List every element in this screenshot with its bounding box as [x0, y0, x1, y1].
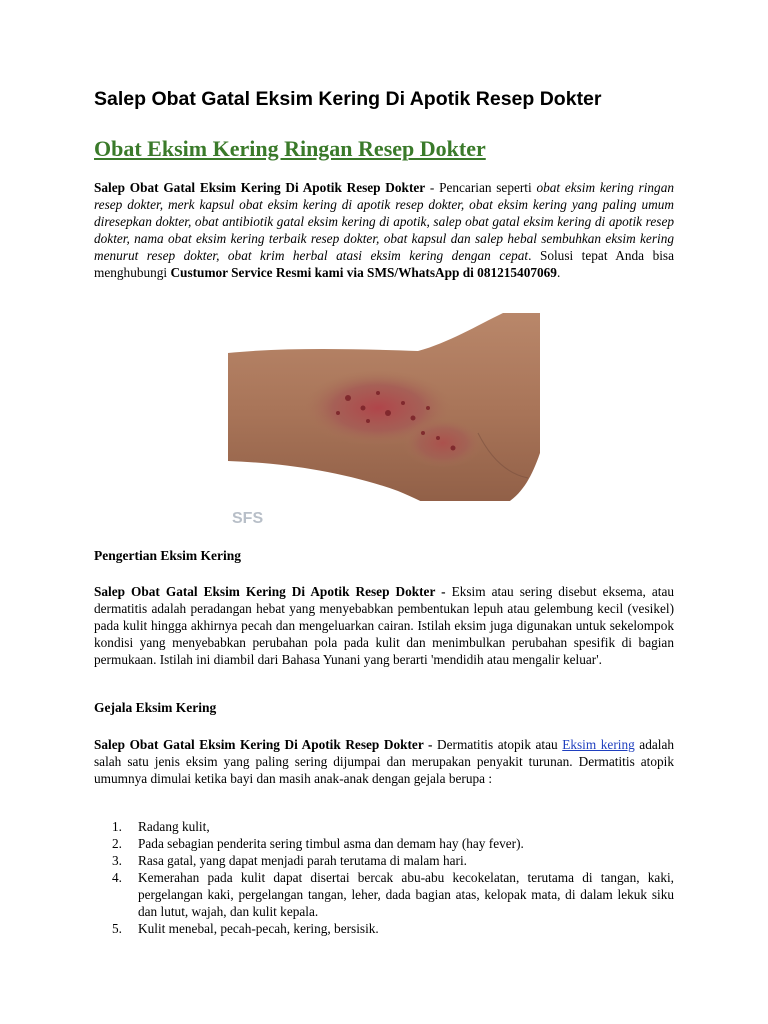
intro-sep: - Pencarian seperti	[425, 180, 537, 195]
list-item-text: Kemerahan pada kulit dapat disertai bercak abu-abu kecokelatan, terutama di tangan, kaki, pergelangan kaki, pergelangan tangan, leher, dada bagian atas, kelopak mata, di dalam lekuk siku dan lutut, wajah, dan kulit kepala.	[138, 870, 674, 919]
gejala-lead: Salep Obat Gatal Eksim Kering Di Apotik Resep Dokter -	[94, 737, 433, 752]
symptom-list	[94, 818, 674, 937]
list-item	[94, 835, 674, 852]
article-subtitle: Obat Eksim Kering Ringan Resep Dokter	[94, 136, 486, 161]
gejala-body-before-link: Dermatitis atopik atau	[432, 737, 563, 752]
pengertian-paragraph	[94, 583, 674, 668]
contact-info: Custumor Service Resmi kami via SMS/WhatsApp di 081215407069	[170, 265, 557, 280]
intro-after-keywords: . Solusi tepat Anda bisa menghubungi	[94, 248, 674, 280]
gejala-body-after-link: adalah salah satu jenis eksim yang paling sering dijumpai dan merupakan penyakit turunan. Dermatitis atopik umumnya dimulai ketika bayi dan masih anak-anak dengan gejala berupa :	[94, 737, 675, 786]
list-item-text: Kulit menebal, pecah-pecah, kering, bersisik.	[138, 921, 379, 936]
heading-pengertian: Pengertian Eksim Kering	[94, 548, 241, 563]
eczema-leg-photo	[228, 313, 540, 529]
page-title: Salep Obat Gatal Eksim Kering Di Apotik Resep Dokter	[94, 88, 602, 110]
list-item-number: 3.	[112, 853, 122, 868]
eksim-kering-link[interactable]: Eksim kering	[562, 737, 635, 752]
list-item	[94, 818, 674, 835]
list-item	[94, 852, 674, 869]
leg-illustration	[228, 313, 540, 529]
pengertian-body: Eksim atau sering disebut eksema, atau dermatitis adalah peradangan hebat yang menyebabkan pembentukan lepuh atau gelembung kecil (vesikel) pada kulit hingga akhirnya pecah dan mengeluarkan cairan. Istilah eksim juga digunakan untuk sekelompok kondisi yang menyebabkan perubahan pola pada kulit dan menimbulkan perubahan spesifik di bagian permukaan. Istilah ini diambil dari Bahasa Yunani yang berarti 'mendidih atau mengalir keluar'.	[94, 584, 674, 667]
intro-lead: Salep Obat Gatal Eksim Kering Di Apotik Resep Dokter	[94, 180, 426, 195]
list-item-number: 1.	[112, 819, 122, 834]
list-item-number: 5.	[112, 921, 122, 936]
list-item	[94, 869, 674, 920]
gejala-paragraph	[94, 736, 674, 787]
intro-keywords: obat eksim kering ringan resep dokter, merk kapsul obat eksim kering di apotik resep dokter, obat eksim kering yang paling umum diresepkan dokter, obat antibiotik gatal eksim kering di apotik, salep obat gatal eksim kering di apotik resep dokter, nama obat eksim kering terbaik resep dokter, obat kapsul dan salep hebal sembuhkan eksim kering menurut resep dokter, obat krim herbal atasi eksim kering dengan cepat	[94, 180, 674, 263]
list-item	[94, 920, 674, 937]
heading-gejala: Gejala Eksim Kering	[94, 700, 217, 715]
list-item-text: Rasa gatal, yang dapat menjadi parah terutama di malam hari.	[138, 853, 467, 868]
list-item-text: Radang kulit,	[138, 819, 210, 834]
list-item-number: 4.	[112, 870, 122, 885]
photo-watermark: SFS	[232, 510, 264, 527]
intro-end: .	[556, 265, 561, 280]
pengertian-lead: Salep Obat Gatal Eksim Kering Di Apotik Resep Dokter -	[94, 584, 446, 599]
list-item-text: Pada sebagian penderita sering timbul asma dan demam hay (hay fever).	[138, 836, 524, 851]
list-item-number: 2.	[112, 836, 122, 851]
intro-paragraph	[94, 179, 674, 281]
